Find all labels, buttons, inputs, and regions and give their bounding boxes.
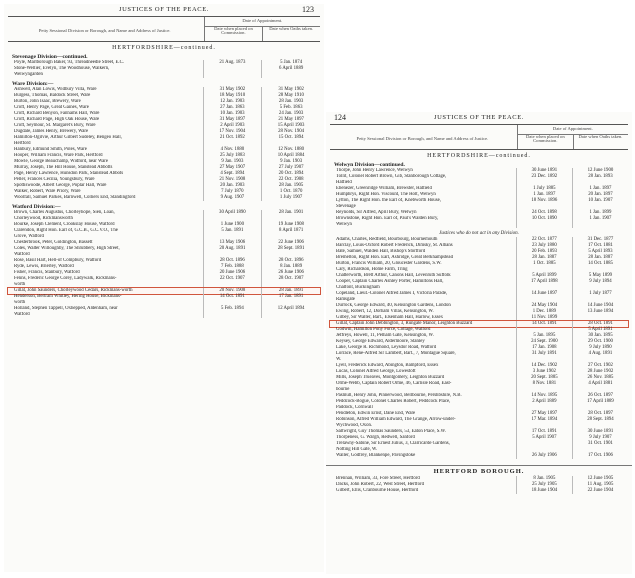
justice-name: Cary, Richardson, Home Farm, Tring: [336, 267, 408, 272]
oaths-date: 28 Jan. 1903: [261, 99, 320, 105]
commission-date: 10 Jan. 1903: [203, 111, 262, 117]
column-header: [8, 16, 320, 42]
oaths-date: 27 July 1907: [261, 165, 320, 171]
justice-name: Woolfall, Samuel Parkes, Barnwell, Colliers End, Standingford: [14, 195, 136, 200]
oaths-date: 12 April 1894: [261, 306, 320, 312]
oaths-date: 5 May 1899: [572, 273, 628, 279]
commission-date: 31 May 1897: [203, 117, 262, 123]
commission-date: 5 Jan. 1895: [516, 333, 572, 339]
county-heading: HERTFORDSHIRE—continued.: [112, 45, 216, 51]
oaths-date: 28 Oct. 1891: [572, 321, 628, 327]
oaths-date: 13 June 1894: [572, 309, 628, 315]
oaths-date: 28 June 1902: [572, 369, 628, 375]
oaths-date: 22 June 1904: [572, 488, 628, 494]
justice-name: Bate, Samuel, Walden Hall, Bishop's Stortford: [336, 249, 426, 254]
commission-date: 30 April 1890: [203, 210, 262, 216]
table-row: [8, 195, 320, 201]
oaths-date: 17 Oct. 1881: [572, 243, 628, 249]
commission-date: 11 Nov. 1899: [516, 315, 572, 321]
table-row: [8, 312, 320, 318]
oaths-date: 12 Nov. 1880: [261, 147, 320, 153]
justice-name: Orme-Webb, Captain Robert Orme, 46, Carlisle Road, East-: [336, 381, 452, 386]
justice-name: Hertford: [14, 141, 31, 146]
commission-date: 30 June 1891: [516, 168, 572, 174]
justice-name: Croft, Henry Page, Great Gaines, Ware: [14, 105, 89, 110]
justice-name: Poyle, Marlborough Baker, 93, Threadneedle Street, E.C.: [14, 60, 125, 65]
commission-date: 21 Aug. 1873: [203, 60, 262, 66]
justice-name: Trelawny-Sabine, Sir Ernest Julius, 3, Clarricarde Gardens,: [336, 441, 450, 446]
oaths-date: 11 Aug. 1905: [572, 482, 628, 488]
justice-name: Dugdale, James Henry, Brewery, Ware: [14, 129, 89, 134]
running-title: JUSTICES OF THE PEACE.: [433, 114, 524, 121]
justice-name: Godwin, Hamilton Pony Force, Cottage, Watford: [336, 327, 431, 332]
commission-date: 14 Oct. 1891: [203, 294, 262, 300]
justice-name: Burgess, Thomas, Baldock Street, Ware: [14, 93, 91, 98]
justice-name: Hanbury, Edmund Smith, Poles, Ware: [14, 147, 87, 152]
commission-date: 1 June 1900: [203, 222, 262, 228]
commission-date: 18 June 1904: [516, 488, 572, 494]
oaths-date: 28 Sept. 1891: [261, 246, 320, 252]
justice-name: Burton, Francis William, 20, Gloucester Gardens, S.W.: [336, 261, 442, 266]
oaths-date: 21 May 1897: [261, 117, 320, 123]
justice-name: Grove, Watford: [14, 234, 44, 239]
oaths-date: 10 Jan. 1907: [572, 198, 628, 204]
oaths-date: 31 May 1902: [261, 87, 320, 93]
justice-name: Coles, Walter Willoughby, The Shrubbery, High Street,: [14, 246, 120, 251]
oaths-date: 1 Jan. 1897: [572, 186, 628, 192]
oaths-date: 20 Oct. 1894: [261, 171, 320, 177]
oaths-date: 8 Jan. 1889: [261, 264, 320, 270]
oaths-date: 28 Jan. 1893: [572, 174, 628, 180]
oaths-date: 15 April 1903: [261, 123, 320, 129]
oaths-date: 4 April 1881: [572, 381, 628, 387]
oaths-date: 20 Jan. 1897: [572, 192, 628, 198]
oaths-date: 22 June 1906: [261, 240, 320, 246]
commission-date: 17 Oct. 1891: [516, 429, 572, 435]
right-page: [326, 112, 632, 574]
justice-name: Stevenage: [336, 204, 356, 209]
commission-date: 20 Feb. 1893: [516, 249, 572, 255]
oaths-date: [261, 72, 320, 78]
commission-date: 24 Oct. 1898: [516, 210, 572, 216]
justice-name: Mowle, George Beauchamp, Widford, near Ware: [14, 159, 108, 164]
justice-name: Barclay, Louis-Oxford Robert Frederick, Dimsky, St. Albans: [336, 243, 453, 248]
oaths-date: 1 Jan. 1907: [572, 216, 628, 222]
division-heading: Stevenage Division—continued.: [12, 54, 88, 60]
commission-date: 27 Jan. 1863: [203, 105, 262, 111]
justice-name: worth: [14, 282, 26, 287]
oaths-date: 27 Oct. 1902: [572, 363, 628, 369]
date-columns-header: [517, 125, 628, 149]
oaths-date: 28 Nov. 1904: [261, 129, 320, 135]
section-subheading: Justices who do not act in any Division.: [439, 231, 519, 236]
commission-date: 21 Oct. 1892: [203, 135, 262, 141]
oaths-date: 5 April 1893: [572, 249, 628, 255]
oaths-date: 15 Oct. 1894: [261, 135, 320, 141]
justice-name: Ryde, Lewis, Brierley, Watford: [14, 264, 74, 269]
justice-name: Thorpe, John Henry Lawrence, Welwyn: [336, 168, 413, 173]
justice-name: Fenns, Frederic George Corey, Ladywalk, Rickmans-: [14, 276, 117, 281]
oaths-date-header: Date when Oaths taken.: [578, 134, 623, 139]
justice-name: Gilbey, Sir Walter, Bart., Elsenham Hall, Harlow, Essex: [336, 315, 444, 320]
justice-name: Reynolds, Sir Alfred, April Bury, Welwyn: [336, 210, 417, 215]
justice-name: Dacks, John Robert, 22, West Street, Hertford: [336, 482, 424, 487]
commission-date: 18 May 1910: [203, 93, 262, 99]
left-page: [4, 4, 324, 572]
oaths-date: 9 July 1890: [572, 345, 628, 351]
table-row: [8, 72, 320, 78]
commission-date: 25 July 1905: [516, 482, 572, 488]
commission-date: 4 Sept. 1894: [203, 171, 262, 177]
oaths-date: 28 Oct. 1897: [572, 411, 628, 417]
justice-name: Robinson, Alfred William Edward, The Grange, Arrow-under-: [336, 417, 456, 422]
oaths-date: 28 Oct. 1896: [261, 258, 320, 264]
oaths-date: 14 June 1904: [572, 303, 628, 309]
justice-name: Jeffreys, Howell, 11, Pelham Gate, Kensington, W.: [336, 333, 434, 338]
commission-date: 20 Jan. 1903: [203, 183, 262, 189]
commission-date: 7 Feb. 1888: [203, 264, 262, 270]
oaths-date: 1 Jan. 1899: [572, 210, 628, 216]
justice-name: Chatterworth, Brett Arthur, Canons Hall, Levenruth Suffolk: [336, 273, 451, 278]
justice-name: Walker, Robert, Ware Priory, Ware: [14, 189, 81, 194]
commission-date: 17 Jan. 1908: [516, 345, 572, 351]
commission-date: 28 Jan. 1887: [516, 255, 572, 261]
justice-name: Burton, John Isaac, Brewery, Ware: [14, 99, 81, 104]
oaths-date-header: Date when Oaths taken.: [269, 26, 314, 31]
oaths-date: [261, 312, 320, 318]
justice-name: Hooper, William Francis, Ware Park, Hertford: [14, 153, 103, 158]
oaths-date: 1 July 1907: [261, 195, 320, 201]
name-column-header: Petty Sessional Division or Borough, and Name and Address of Justice.: [38, 28, 171, 33]
justice-name: Welwyn: [336, 222, 352, 227]
justice-name: Murray, Joseph, The Hill House, Stanstead Abbotts: [14, 165, 113, 170]
table-row: [330, 453, 628, 459]
commission-date: 9 Aug. 1907: [203, 195, 262, 201]
justice-name: Pendleton, Edwin Ernst, Dane End, Ware: [336, 411, 416, 416]
commission-date: 18 Nov. 1896: [516, 198, 572, 204]
oaths-date: 5 Feb. 1863: [261, 105, 320, 111]
oaths-date: 6 April 1889: [261, 66, 320, 72]
justice-name: Durrock, George Edward, 40, Kensington Gardens, London: [336, 303, 451, 308]
justice-name: Peller, Frances Cecilia, Youngsbury, Ware: [14, 177, 95, 182]
justice-name: Watford: [14, 252, 30, 257]
oaths-date: 14 Oct. 1885: [572, 261, 628, 267]
entries: [326, 162, 632, 494]
column-header: [330, 124, 628, 150]
division-heading: Welwyn Division—continued.: [334, 162, 405, 168]
justice-name: Chalfont, Buckingham: [336, 285, 380, 290]
commission-date: 20 Nov. 1908: [203, 288, 262, 294]
oaths-date: 19 June 1908: [261, 222, 320, 228]
justice-name: Bremelton, Right Hon. Earl, Ashridge, Great Berkhampstead: [336, 255, 453, 260]
commission-date: 5 Jan. 1891: [203, 228, 262, 234]
justice-name: Croft, Richard Page, High Oak House, Ware: [14, 117, 100, 122]
commission-date: 31 May 1902: [203, 87, 262, 93]
justice-name: Humphrys, Right Hon. Viscount, The Holt, Welwyn: [336, 192, 436, 197]
justice-name: Peddcock-Bogue, Colonel Charles Robert, Peddcock Place,: [336, 399, 451, 404]
justice-name: Ewing, Robert, 12, Dorham Villas, Kensington, W.: [336, 309, 434, 314]
commission-date: [203, 312, 262, 318]
commission-date: 8 Nov. 1881: [516, 381, 572, 387]
justice-name: Croft, Seymour, St. Margaret's Bury, Ware: [14, 123, 96, 128]
page-header: [4, 4, 324, 16]
commission-date: 25 July 1883: [203, 153, 262, 159]
oaths-date: 24 Jan. 1903: [261, 111, 320, 117]
county-heading: HERTFORDSHIRE—continued.: [427, 153, 531, 159]
commission-date: 28 Oct. 1896: [203, 258, 262, 264]
justice-name: Lorrace, Rene-Alfred Sir Lambert, Bart., 7, Montague Square,: [336, 351, 456, 356]
justice-name: Fisher, Francis, Stanbury, Watford: [14, 270, 80, 275]
date-columns-header: [204, 17, 320, 41]
justice-name: Henderson, Bertram Whitley, Hering House, Bickmans-: [14, 294, 122, 299]
justice-name: Lytton, The Right Hon. the Earl of, Knebworth House,: [336, 198, 441, 203]
justice-name: Hamilton-Ogilvie, Arthur Gilbert Sudeley, Bengeo Hall,: [14, 135, 122, 140]
justice-name: Thorpeness, G. Wargh, Redwell, Sanford: [336, 435, 415, 440]
justice-name: Ebenezer, Greenridge William, Brewster, Hatfield: [336, 186, 432, 191]
entries: [4, 54, 324, 318]
justice-name: Wychwood, Oxon.: [336, 423, 373, 428]
justice-name: Gillat, Captain John Debbington, 3, Rungate Manor, Leighton Buzzard: [336, 321, 473, 326]
justice-name: worth: [14, 300, 26, 305]
justice-name: Cooper, Captain Charles Ashley Porter, Hamiltons Hall,: [336, 279, 444, 284]
justice-name: Rose, Basil Hart, Hell-of Compbury, Watford: [14, 258, 102, 263]
commission-date: 14 Oct. 1891: [516, 321, 572, 327]
justice-name: Mills, Joseph Trueaves, Montgomery, Leighton Buzzard: [336, 375, 445, 380]
division-heading: Watford Division:—: [12, 204, 61, 210]
division-heading: Ware Division:—: [12, 81, 54, 87]
commission-date: 27 May 1907: [203, 165, 262, 171]
justice-name: Lake, George R. Richmond, Leysdor Road, Watford: [336, 345, 437, 350]
name-column-header: Petty Sessional Division or Borough, and Name and Address of Justice.: [356, 136, 489, 141]
justice-name: W.: [336, 357, 342, 362]
commission-date: 10 Oct. 1890: [516, 216, 572, 222]
commission-date: 12 Jan. 1903: [203, 99, 262, 105]
commission-date: 20 June 1906: [203, 270, 262, 276]
oaths-date: 9 Jan. 1903: [261, 159, 320, 165]
justice-name: Waller, Godfrey, Blankenpe, Pavingstoke: [336, 453, 416, 458]
running-title: JUSTICES OF THE PEACE.: [118, 6, 209, 13]
justice-name: Holland, Stephen Tappell, Oxhepped, Aldenham, near: [14, 306, 118, 311]
oaths-date: 26 Nov. 1885: [572, 375, 628, 381]
table-row: [330, 222, 628, 228]
justice-name: Chesterbrook, Peter, Goldington, Bassett: [14, 240, 93, 245]
justice-name: Page, Henry Lawrence, Hunsdon Park, Stanstead Abbots: [14, 171, 124, 176]
oaths-date: 17 April 1889: [572, 399, 628, 405]
justice-name: Brennan, William, 33, Fore Street, Hertford: [336, 476, 420, 481]
oaths-date: 28 Jan. 1905: [261, 183, 320, 189]
commission-date: 5 April 1899: [516, 273, 572, 279]
oaths-date: 5 Jan. 1874: [261, 60, 320, 66]
commission-date: 1 July 1885: [516, 186, 572, 192]
justice-name: Tollit, Colonel Robert Brown, Gib, Stanborough Cottage,: [336, 174, 447, 179]
oaths-date: 8 April 1871: [261, 228, 320, 234]
commission-date: [203, 72, 262, 78]
oaths-date: 22 Oct. 1908: [261, 177, 320, 183]
oaths-date: 28 Jan. 1887: [572, 255, 628, 261]
justice-name: Watford: [14, 312, 30, 317]
commission-date: [516, 222, 572, 228]
commission-date: 17 April 1898: [516, 279, 572, 285]
oaths-date: 28 Oct. 1907: [261, 276, 320, 282]
justice-name: Chorleywood, Rickmansworth: [14, 216, 73, 221]
commission-date: 24 Sept. 1900: [516, 339, 572, 345]
commission-date: 2 April 1889: [516, 399, 572, 405]
oaths-date: 1 July 1877: [572, 291, 628, 297]
justice-name: Clarendon, Right Hon. Earl of, G.C.B., G.C.V.O., The: [14, 228, 118, 233]
commission-date: 23 July 1880: [516, 243, 572, 249]
oaths-date: 28 Jan. 1891: [261, 288, 320, 294]
borough-heading: HERTFORD BOROUGH.: [326, 465, 632, 475]
justice-name: Adams, Charles, Redfield, Bourbourg, Bournemouth: [336, 237, 438, 242]
oaths-date: 26 Oct. 1897: [572, 393, 628, 399]
commission-date: 14 Nov. 1895: [516, 393, 572, 399]
commission-date: 14 Dec. 1902: [516, 363, 572, 369]
date-of-appointment-header: Date of Appointment.: [518, 125, 628, 135]
commission-date-header: Date when placed on Commission.: [518, 134, 574, 149]
justice-name: Copeland, Lieut.-Colonel Alfred James I, Victoria Parade,: [336, 291, 448, 296]
commission-date: 20 Aug. 1891: [203, 246, 262, 252]
oaths-date: 1 Oct. 1870: [261, 189, 320, 195]
commission-date: 21 Nov. 1908: [203, 177, 262, 183]
page-header: [326, 112, 632, 124]
oaths-date: 28 Jan. 1901: [261, 210, 320, 216]
commission-date: 1 Oct. 1885: [516, 261, 572, 267]
justice-name: Ramsgate: [336, 297, 355, 302]
commission-date: 26 July 1906: [516, 453, 572, 459]
commission-date: 14 June 1897: [516, 291, 572, 297]
justice-name: Lyell, Frederick Edward, Abington, Bampford, Essex: [336, 363, 439, 368]
commission-date: 20 Sept. 1885: [516, 375, 572, 381]
justice-name: Lucas, Colonel Alfred George, Lowestoft: [336, 369, 416, 374]
commission-date: 17 Nov. 1904: [203, 129, 262, 135]
oaths-date: 9 July 1907: [572, 435, 628, 441]
justice-name: Notting Hill Gate, W.: [336, 447, 378, 452]
oaths-date: 4 Aug. 1891: [572, 351, 628, 357]
oaths-date: 9 July 1894: [572, 279, 628, 285]
justice-name: Spottiswoode, Albert George, Poplar Hall, Ware: [14, 183, 107, 188]
oaths-date: 17 Jan. 1891: [261, 294, 320, 300]
commission-date: 1 Dec. 1889: [516, 309, 572, 315]
justice-name: Bourke, Joseph Clement, Crookslay House, Watford: [14, 222, 115, 227]
commission-date: 4 Nov. 1880: [203, 147, 262, 153]
commission-date-header: Date when placed on Commission.: [205, 26, 264, 41]
justice-name: Ashwell, Alan Lowis, Widbury Villa, Ware: [14, 87, 97, 92]
oaths-date: 29 Oct. 1900: [572, 339, 628, 345]
oaths-date: 10 April 1884: [261, 153, 320, 159]
justice-name: Paddock, Cornwall: [336, 405, 373, 410]
justice-name: Gillat, John Saunders, Chorleywood Cedars, Rickmans-worth: [14, 288, 133, 293]
oaths-date: 31 Oct. 1901: [572, 441, 628, 447]
commission-date: 23 Dec. 1892: [516, 174, 572, 180]
justice-name: Hatfield: [336, 180, 352, 185]
commission-date: 3 June 1902: [516, 369, 572, 375]
oaths-date: [572, 222, 628, 228]
commission-date: 17 Mar. 1894: [516, 417, 572, 423]
commission-date: 13 May 1906: [203, 240, 262, 246]
commission-date: 9 Jan. 1903: [203, 159, 262, 165]
oaths-date: 31 Dec. 1877: [572, 237, 628, 243]
commission-date: 1 Jan. 1897: [516, 192, 572, 198]
page-number: 124: [334, 113, 346, 122]
oaths-date: 17 Oct. 1906: [572, 453, 628, 459]
oaths-date: 28 May 1910: [261, 93, 320, 99]
commission-date: 31 July 1891: [516, 351, 572, 357]
justice-name: Welwyngarden: [14, 72, 43, 77]
commission-date: 2 April 1903: [203, 123, 262, 129]
oaths-date: 12 June 1905: [572, 476, 628, 482]
justice-name: Keysey, George Edward, Aldermoore, Stanley: [336, 339, 425, 344]
justice-name: Pasmull, Henry John, Pinnerwood, Bellbourne, Pershbshire, N.B.: [336, 393, 462, 398]
justice-name: Saltwright, Guy Thomas Saunders, 53, Eaton Place, S.W.: [336, 429, 446, 434]
justice-name: Croft, Richard Benyon, Fanhams Hall, Ware: [14, 111, 100, 116]
page-number: 123: [302, 5, 314, 14]
justice-name: Stone-Wellier, Evelyn, The Woodhouse, Walkern,: [14, 66, 110, 71]
justice-name: Brownstone, Right Hon. Earl of, Paul's Walden Bury,: [336, 216, 439, 221]
date-of-appointment-header: Date of Appointment.: [205, 17, 320, 27]
table-row: [330, 488, 628, 494]
oaths-date: 28 Sept. 1894: [572, 417, 628, 423]
justice-name: bourne: [336, 387, 350, 392]
commission-date: 22 Oct. 1907: [203, 276, 262, 282]
oaths-date: 30 June 1891: [572, 429, 628, 435]
commission-date: 22 Oct. 1877: [516, 237, 572, 243]
oaths-date: 5 April 1891: [572, 327, 628, 333]
oaths-date: 12 June 1900: [572, 168, 628, 174]
justice-name: Gilbert, Ellis, Cranbourne House, Hertford: [336, 488, 419, 493]
oaths-date: 30 Jan. 1895: [572, 333, 628, 339]
commission-date: 7 July 1870: [203, 189, 262, 195]
commission-date: 5 April 1907: [516, 435, 572, 441]
commission-date: 24 May 1904: [516, 303, 572, 309]
commission-date: 5 Feb. 1894: [203, 306, 262, 312]
commission-date: 27 May 1897: [516, 411, 572, 417]
justice-name: Brown, Charles Augustus, Chorleyhope, Sien, Loan,: [14, 210, 115, 215]
oaths-date: 26 June 1906: [261, 270, 320, 276]
commission-date: 8 Jan. 1905: [516, 476, 572, 482]
